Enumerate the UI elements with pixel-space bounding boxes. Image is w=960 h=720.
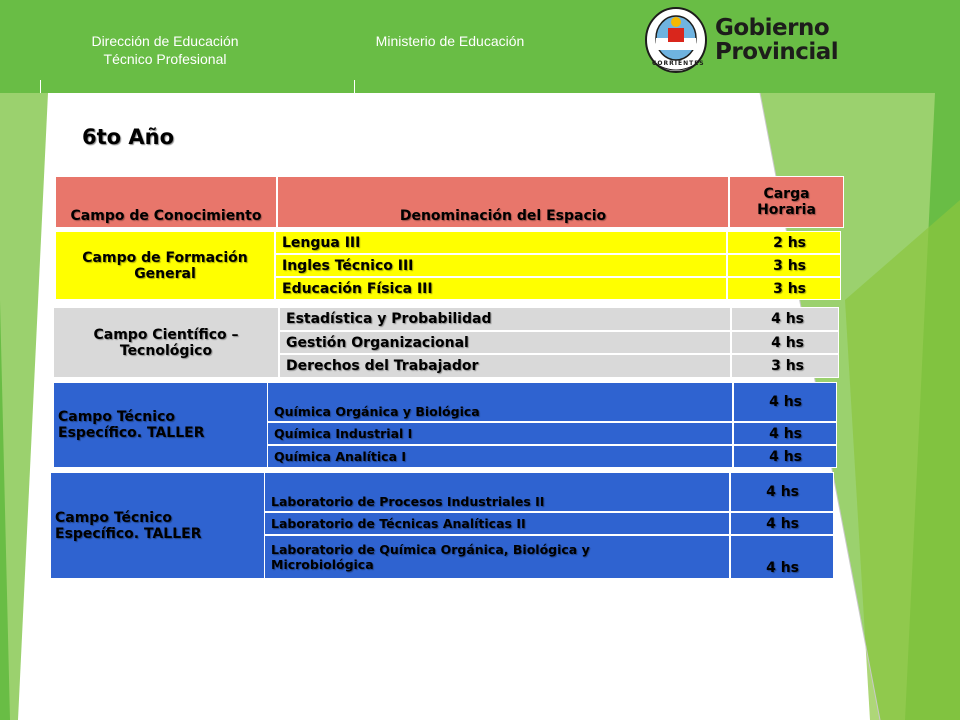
general-row3-espacio: Educación Física III xyxy=(282,280,433,297)
header-campo xyxy=(55,176,277,228)
table-row xyxy=(279,354,731,378)
general-campo-line2: General xyxy=(134,265,196,282)
tecnico1-row3-horas: 4 hs xyxy=(769,448,802,465)
tecnico2-campo-line2: Específico. TALLER xyxy=(55,525,202,542)
general-row3-horas: 3 hs xyxy=(773,280,806,297)
table-row xyxy=(727,231,841,254)
tecnico1-row2-horas: 4 hs xyxy=(769,425,802,442)
tecnico2-row1-espacio: Laboratorio de Procesos Industriales II xyxy=(271,494,545,509)
cientifico-row3-espacio: Derechos del Trabajador xyxy=(286,358,479,374)
logo-line1: Gobierno xyxy=(715,15,830,41)
general-row2-espacio: Ingles Técnico III xyxy=(282,257,414,274)
table-row xyxy=(267,422,733,445)
table-row xyxy=(731,307,839,331)
header-middle-text: Ministerio de Educación xyxy=(375,33,525,49)
general-campo-line1: Campo de Formación xyxy=(82,249,248,266)
tecnico1-row3-espacio: Química Analítica I xyxy=(274,449,407,464)
header-bar xyxy=(0,0,960,93)
table-row xyxy=(733,382,837,422)
header-campo-label: Campo de Conocimiento xyxy=(70,208,262,224)
table-row xyxy=(731,331,839,354)
tecnico1-campo xyxy=(53,382,269,468)
table-row xyxy=(264,512,730,535)
table-row xyxy=(731,354,839,378)
cientifico-row3-horas: 3 hs xyxy=(771,358,804,374)
gobierno-provincial-logo xyxy=(643,6,843,74)
table-row xyxy=(730,512,834,535)
table-row xyxy=(267,445,733,468)
tecnico2-row3-horas: 4 hs xyxy=(766,560,799,576)
cientifico-row1-espacio: Estadística y Probabilidad xyxy=(286,311,492,327)
general-row2-horas: 3 hs xyxy=(773,257,806,274)
cientifico-row2-horas: 4 hs xyxy=(771,334,804,351)
table-row xyxy=(733,445,837,468)
header-carga-line1: Carga xyxy=(763,186,810,202)
page-title: 6to Año xyxy=(82,125,175,149)
header-left-line2: Técnico Profesional xyxy=(103,51,227,67)
tecnico1-row2-espacio: Química Industrial I xyxy=(274,426,413,441)
header-divider xyxy=(40,80,41,93)
table-row xyxy=(279,307,731,331)
header-left-line1: Dirección de Educación xyxy=(91,33,239,49)
header-carga-line2: Horaria xyxy=(757,202,816,218)
tecnico1-row1-espacio: Química Orgánica y Biológica xyxy=(274,404,480,419)
tecnico1-campo-line1: Campo Técnico xyxy=(58,409,175,425)
tecnico2-row3-espacio-line2: Microbiológica xyxy=(271,557,374,572)
header-divider xyxy=(354,80,355,93)
tecnico2-campo xyxy=(50,472,266,579)
header-denominacion xyxy=(277,176,729,228)
seal-text: CORRIENTES xyxy=(652,60,705,67)
table-row xyxy=(279,331,731,354)
general-row1-horas: 2 hs xyxy=(773,234,806,251)
tecnico2-row3-espacio-line1: Laboratorio de Química Orgánica, Biológica y xyxy=(271,542,590,557)
tecnico2-row2-horas: 4 hs xyxy=(766,515,799,532)
table-row xyxy=(727,254,841,277)
tecnico2-row2-espacio: Laboratorio de Técnicas Analíticas II xyxy=(271,516,526,531)
cientifico-campo xyxy=(53,307,279,378)
cientifico-campo-line1: Campo Científico – xyxy=(93,326,239,343)
tecnico2-campo-line1: Campo Técnico xyxy=(55,509,172,526)
cientifico-row2-espacio: Gestión Organizacional xyxy=(286,334,469,351)
logo-line2: Provincial xyxy=(715,39,839,65)
table-row xyxy=(264,535,730,579)
tecnico1-row1-horas: 4 hs xyxy=(769,394,802,410)
table-row xyxy=(275,231,727,254)
logo-wordmark xyxy=(715,16,838,64)
tecnico1-campo-line2: Específico. TALLER xyxy=(58,425,205,441)
cientifico-row1-horas: 4 hs xyxy=(771,311,804,327)
table-row xyxy=(275,277,727,300)
general-campo xyxy=(55,231,275,300)
header-carga xyxy=(729,176,844,228)
header-left-text xyxy=(60,32,270,68)
general-row1-espacio: Lengua III xyxy=(282,234,361,251)
table-row xyxy=(264,472,730,512)
table-row xyxy=(730,535,834,579)
header-denominacion-label: Denominación del Espacio xyxy=(399,208,607,224)
table-row xyxy=(727,277,841,300)
table-row xyxy=(733,422,837,445)
table-row xyxy=(267,382,733,422)
cientifico-campo-line2: Tecnológico xyxy=(119,342,213,359)
table-row xyxy=(275,254,727,277)
table-row xyxy=(730,472,834,512)
tecnico2-row1-horas: 4 hs xyxy=(766,484,799,500)
